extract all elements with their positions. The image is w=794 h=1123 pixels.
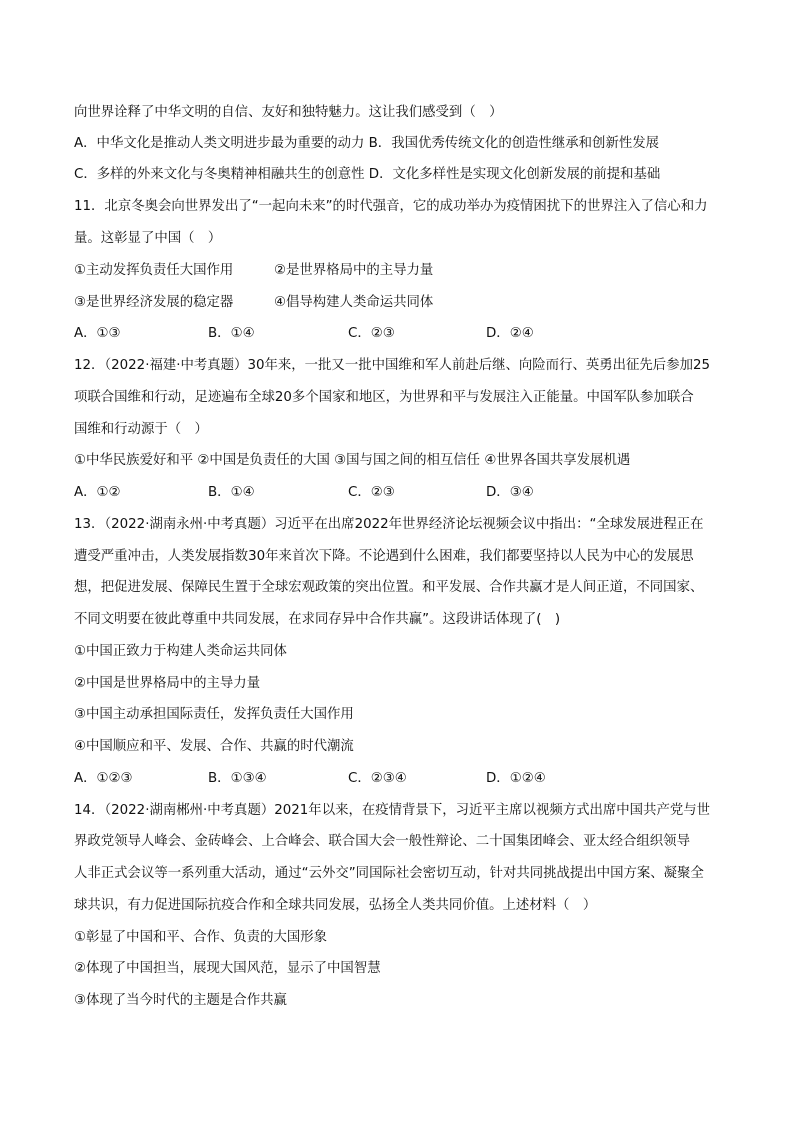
q13-statement-2: ②中国是世界格局中的主导力量 [74, 676, 261, 691]
q12-stem-line-1: 12．（2022·福建·中考真题）30年来，一批又一批中国维和军人前赴后继、向险而行、英勇出征先后参加25 [74, 358, 711, 373]
q11-statements-row-2 [74, 295, 724, 311]
q14-stem-line-1: 14．（2022·湖南郴州·中考真题）2021年以来，在疫情背景下，习近平主席以视频方式出席中国共产党与世 [74, 803, 711, 818]
q13-option-d: D．①②④ [486, 771, 546, 786]
q12-stem-line-2: 项联合国维和行动，足迹遍布全球20多个国家和地区，为世界和平与发展注入正能量。中国军队参加联合 [74, 390, 694, 405]
q14-statement-2: ②体现了中国担当，展现大国风范，显示了中国智慧 [74, 961, 381, 976]
q11-statement-3: ③是世界经济发展的稳定器 [74, 295, 234, 310]
q13-stem-line-1: 13．（2022·湖南永州·中考真题）习近平在出席2022年世界经济论坛视频会议中指出：“全球发展进程正在 [74, 517, 704, 532]
q14-stem-line-3: 人非正式会议等一系列重大活动，通过“云外交”同国际社会密切互动，针对共同挑战提出中国方案、凝聚全 [74, 866, 704, 881]
q11-option-b: B．①④ [208, 326, 255, 341]
q13-statement-4: ④中国顺应和平、发展、合作、共赢的时代潮流 [74, 739, 354, 754]
q11-stem-line-1: 11．北京冬奥会向世界发出了“一起向未来”的时代强音，它的成功举办为疫情困扰下的世界注入了信心和力 [74, 199, 708, 214]
q14-stem-line-4: 球共识，有力促进国际抗疫合作和全球共同发展，弘扬全人类共同价值。上述材料（ ） [74, 898, 597, 913]
q11-option-c: C．②③ [348, 326, 395, 341]
q12-option-d: D．③④ [486, 485, 534, 500]
q12-stem-line-3: 国维和行动源于（ ） [74, 422, 208, 437]
q13-options [74, 771, 724, 787]
q13-stem-line-3: 想，把促进发展、保障民生置于全球宏观政策的突出位置。和平发展、合作共赢才是人间正道，不同国家、 [74, 580, 704, 595]
q11-option-a: A．①③ [74, 326, 121, 341]
q10-options-ab: A．中华文化是推动人类文明进步最为重要的动力 B．我国优秀传统文化的创造性继承和创新性发展 [74, 136, 660, 151]
q12-option-a: A．①② [74, 485, 121, 500]
q11-options [74, 326, 724, 342]
q10-stem-tail: 向世界诠释了中华文明的自信、友好和独特魅力。这让我们感受到（ ） [74, 105, 503, 120]
q12-statements: ①中华民族爱好和平 ②中国是负责任的大国 ③国与国之间的相互信任 ④世界各国共享发展机遇 [74, 453, 631, 468]
q12-options [74, 485, 724, 501]
q13-stem-line-4: 不同文明要在彼此尊重中共同发展，在求同存异中合作共赢”。这段讲话体现了( ) [74, 612, 561, 627]
q13-option-b: B．①③④ [208, 771, 267, 786]
q11-statement-2: ②是世界格局中的主导力量 [274, 263, 434, 278]
q11-statement-4: ④倡导构建人类命运共同体 [274, 295, 434, 310]
q13-statement-1: ①中国正致力于构建人类命运共同体 [74, 644, 287, 659]
q13-statement-3: ③中国主动承担国际责任，发挥负责任大国作用 [74, 707, 354, 722]
q14-statement-3: ③体现了当今时代的主题是合作共赢 [74, 993, 287, 1008]
q13-option-a: A．①②③ [74, 771, 133, 786]
q14-stem-line-2: 界政党领导人峰会、金砖峰会、上合峰会、联合国大会一般性辩论、二十国集团峰会、亚太经合组织领导 [74, 834, 690, 849]
q12-option-c: C．②③ [348, 485, 395, 500]
q11-statements-row-1 [74, 263, 724, 279]
q10-options-cd: C．多样的外来文化与冬奥精神相融共生的创意性 D．文化多样性是实现文化创新发展的前提和基础 [74, 167, 661, 182]
q13-stem-line-2: 遭受严重冲击，人类发展指数30年来首次下降。不论遇到什么困难，我们都要坚持以人民为中心的发展思 [74, 549, 694, 564]
q11-option-d: D．②④ [486, 326, 534, 341]
q14-statement-1: ①彰显了中国和平、合作、负责的大国形象 [74, 930, 328, 945]
q11-stem-line-2: 量。这彰显了中国（ ） [74, 231, 222, 246]
q11-statement-1: ①主动发挥负责任大国作用 [74, 263, 234, 278]
q12-option-b: B．①④ [208, 485, 255, 500]
q13-option-c: C．②③④ [348, 771, 407, 786]
